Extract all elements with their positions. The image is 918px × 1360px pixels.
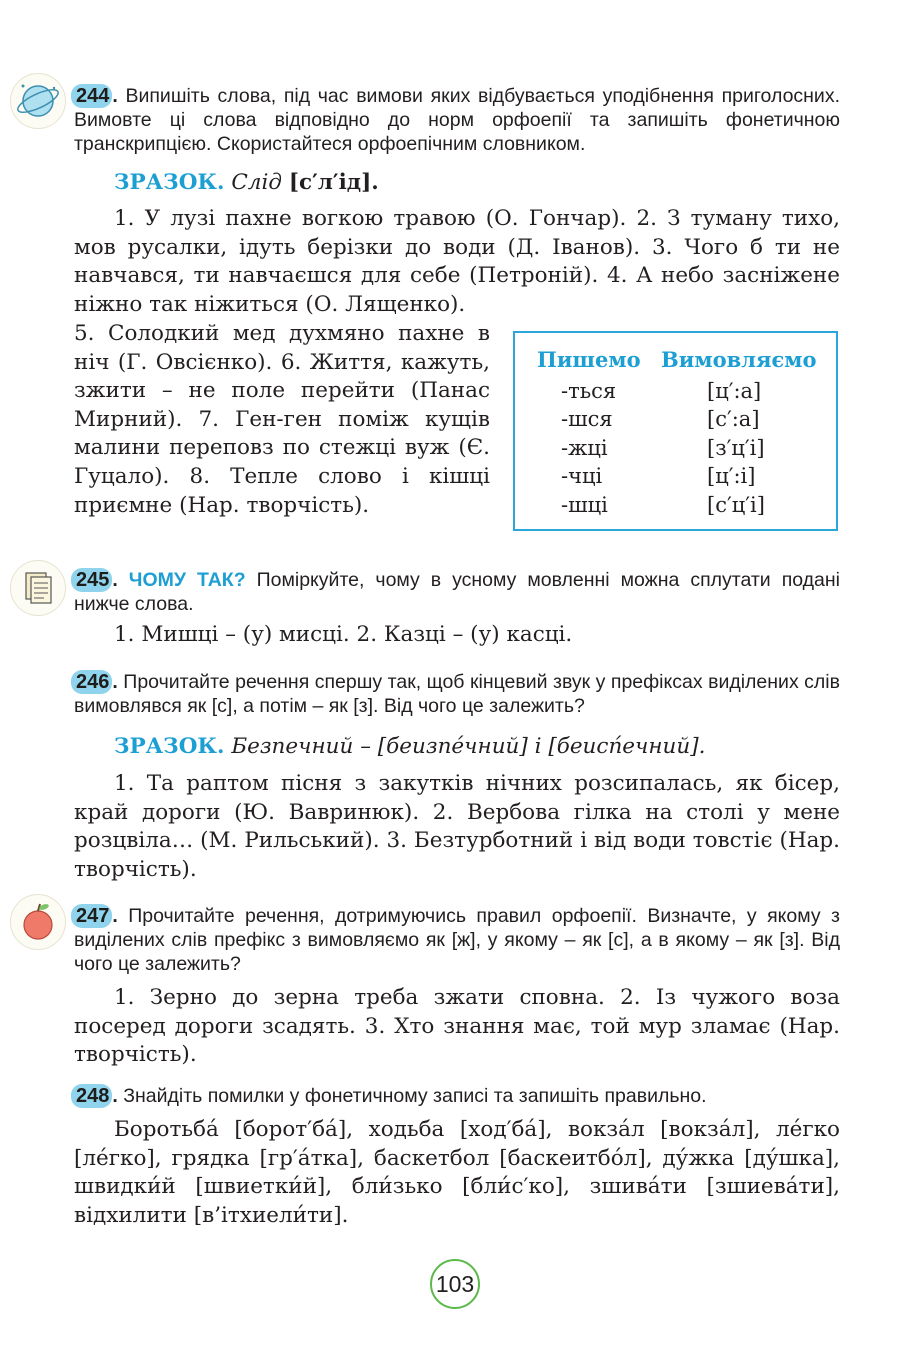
table-row: [515, 493, 836, 521]
exercise-number-244: 244: [71, 84, 112, 108]
table-cell-write: -ться: [561, 379, 617, 403]
exercise-number-246: 246: [71, 670, 112, 694]
table-header-pronounce: Вимовляємо: [661, 347, 817, 372]
exercise-number-247: 247: [71, 904, 112, 928]
ex247-instruction: 247 . Прочитайте речення, дотримуючись правил орфоепії. Визначте, у якому з виділених слів префікс з вимовляємо як [ж], у якому – як [с], а в якому – як [з]. Від чого це залежить?: [74, 904, 840, 976]
sample-label: ЗРАЗОК.: [114, 734, 225, 759]
pronunciation-table: [513, 331, 838, 531]
table-cell-pronounce: [с′:а]: [707, 407, 760, 431]
ex246-text: 1. Та раптом пісня з закутків нічних розсипалась, як бісер, край дороги (Ю. Вавринюк). 2. Вербова гілка на столі у мене розцвіла… (М. Рильський). 3. Безтурботний і від води товстіє (Нар. творчість).: [74, 771, 840, 882]
exercise-number-248: 248: [71, 1084, 112, 1108]
exercise-number-245: 245: [71, 568, 112, 592]
ex246-sample: [74, 732, 840, 761]
table-cell-pronounce: [ц′:і]: [707, 464, 756, 488]
ex246-instruction: 246 . Прочитайте речення спершу так, щоб кінцевий звук у префіксах виділених слів вимовлявся як [с], а потім – як [з]. Від чого це залежить?: [74, 670, 840, 718]
sample-text: Безпечний – [беизпе́чний] і [беисп́ечний].: [231, 734, 706, 759]
ex247-instruction-text: Прочитайте речення, дотримуючись правил орфоепії. Визначте, у якому з виділених слів префікс з вимовляємо як [ж], у якому – як [с], а в якому – як [з]. Від чого це залежить?: [74, 905, 840, 975]
sample-word: Слід: [231, 170, 282, 195]
sample-label: ЗРАЗОК.: [114, 170, 225, 195]
ex245-instruction-text: Поміркуйте, чому в усному мовленні можна сплутати подані нижче слова.: [74, 569, 840, 615]
table-row: [515, 407, 836, 435]
ex244-instruction: 244 . Випишіть слова, під час вимови яких відбувається уподібнення приголосних. Вимовте ці слова відповідно до норм орфоепії та запишіть фонетичною транскрипцією. Скористайтеся орфоепічним словником.: [74, 84, 840, 156]
ex246-instruction-text: Прочитайте речення спершу так, щоб кінцевий звук у префіксах виділених слів вимовлявся як [с], а потім – як [з]. Від чого це залежить?: [74, 671, 840, 717]
table-cell-write: -шся: [561, 407, 613, 431]
table-cell-pronounce: [з′ц′і]: [707, 436, 765, 460]
table-cell-pronounce: [с′ц′і]: [707, 493, 765, 517]
ex247-text: 1. Зерно до зерна треба зжати сповна. 2. Із чужого воза посеред дороги зсадять. 3. Хто знання має, той мур зламає (Нар. творчість).: [74, 985, 840, 1068]
table-row: [515, 379, 836, 407]
notes-icon: [10, 560, 66, 616]
ex244-sample: [74, 168, 840, 197]
ex245-instruction: 245 . ЧОМУ ТАК? Поміркуйте, чому в усному мовленні можна сплутати подані нижче слова.: [74, 568, 840, 616]
ex248-instruction-text: Знайдіть помилки у фонетичному записі та запишіть правильно.: [123, 1085, 707, 1107]
apple-icon: [10, 894, 66, 950]
table-header-write: Пишемо: [537, 347, 641, 372]
ex245-text: 1. Мишці – (у) мисці. 2. Казці – (у) касці.: [114, 622, 573, 647]
table-cell-write: -чці: [561, 464, 603, 488]
table-row: [515, 464, 836, 492]
table-cell-write: -шці: [561, 493, 608, 517]
ex248-instruction: 248 . Знайдіть помилки у фонетичному записі та запишіть правильно.: [74, 1084, 840, 1108]
why-label: ЧОМУ ТАК?: [128, 569, 246, 591]
planet-icon: [10, 73, 66, 129]
ex244-text-top: 1. У лузі пахне вогкою травою (О. Гончар). 2. З туману тихо, мов русалки, ідуть берізки до води (Д. Іванов). 3. Чого б ти не навчався, ти навчаєшся для себе (Петроній). 4. А небо засніжене ніжно так ніжиться (О. Лященко).: [74, 206, 840, 317]
ex248-text: Боротьба́ [борот′ба́], ходьба [ход′ба́], вокза́л [вокза́л], ле́гко [ле́гко], грядка [гр′а́тка], баскетбол [баскеитбо́л], ду́жка [ду́шка], швидки́й [швиетки́й], бли́зько [бли́с′ко], зшива́ти [зшиева́ти], відхилити [в’ітхиели́ти].: [74, 1117, 840, 1228]
table-cell-pronounce: [ц′:а]: [707, 379, 762, 403]
table-cell-write: -жці: [561, 436, 608, 460]
sample-transcription: [с′л′ід].: [288, 170, 379, 195]
table-row: [515, 436, 836, 464]
ex244-text-side: 5. Солодкий мед духмяно пахне в ніч (Г. Овсієнко). 6. Життя, кажуть, зжити – не поле перейти (Панас Мирний). 7. Ген-ген поміж кущів малини переповз по стежці вуж (Є. Гуцало). 8. Тепле слово і кішці приємне (Нар. творчість).: [74, 321, 490, 518]
ex244-instruction-text: Випишіть слова, під час вимови яких відбувається уподібнення приголосних. Вимовте ці слова відповідно до норм орфоепії та запишіть фонетичною транскрипцією. Скористайтеся орфоепічним словником.: [74, 85, 840, 155]
page-number: 103: [430, 1259, 480, 1309]
